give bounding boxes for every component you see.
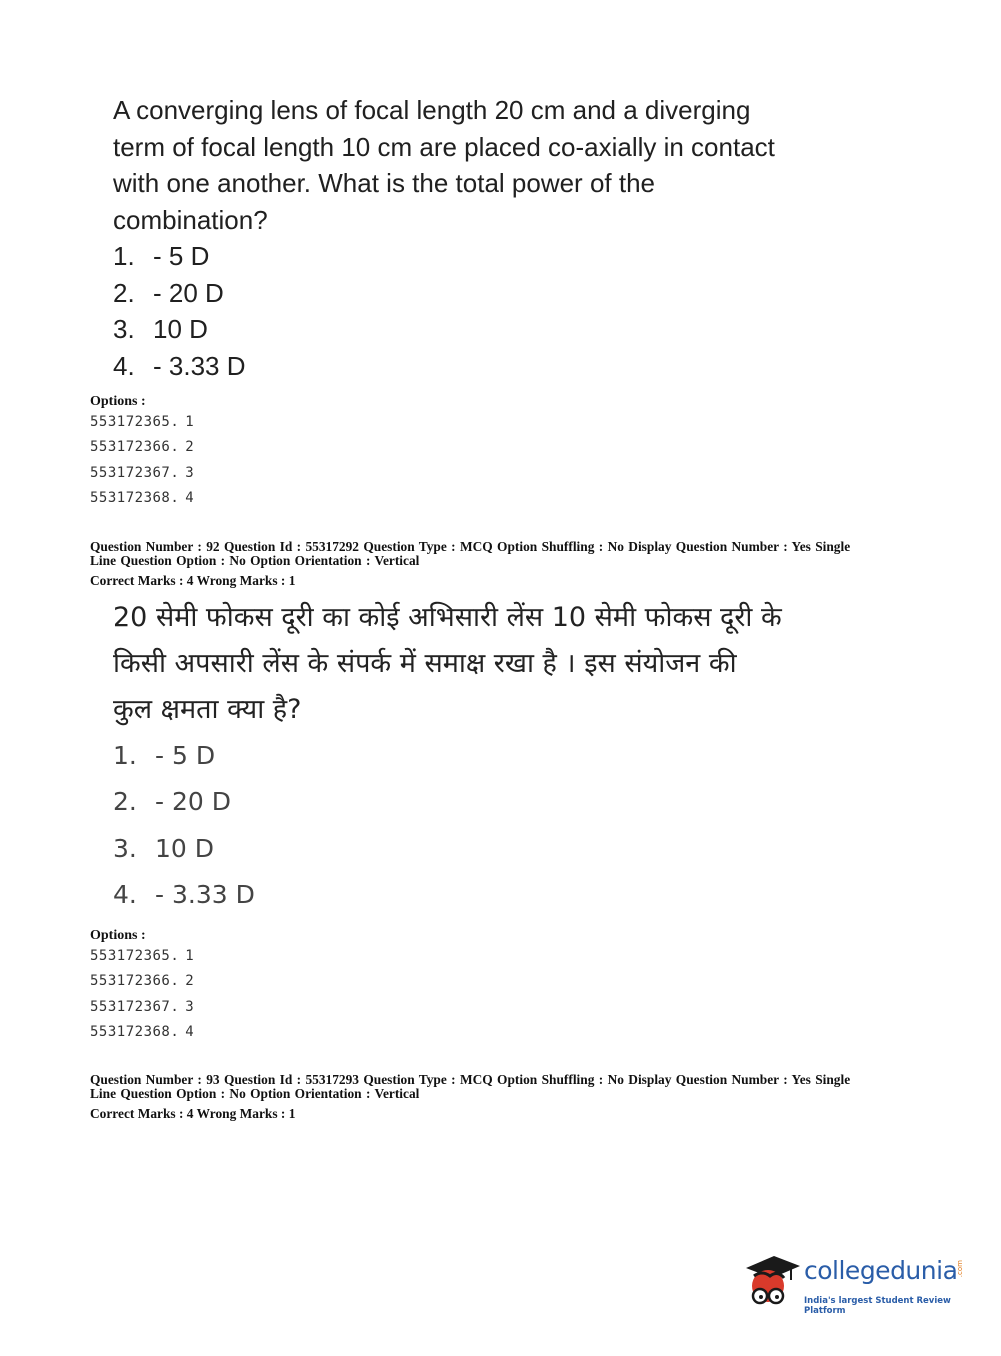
option-id: 553172365. bbox=[90, 414, 180, 430]
option-value: 3 bbox=[185, 998, 195, 1015]
option-value: 3 bbox=[185, 464, 195, 481]
choice-item bbox=[113, 311, 833, 348]
meta-line: Question Number : 92 Question Id : 55317292 Question Type : MCQ Option Shuffling : No Display Question Number : Yes Single bbox=[90, 539, 851, 554]
choice-number: 3. bbox=[113, 314, 135, 344]
stem-line: combination? bbox=[113, 204, 268, 235]
choice-item bbox=[113, 348, 833, 385]
option-value: 2 bbox=[185, 439, 195, 456]
question-meta bbox=[90, 540, 920, 588]
option-id: 553172365. bbox=[90, 948, 180, 964]
choice-number: 2. bbox=[113, 277, 135, 308]
choice-text: 10 D bbox=[155, 833, 215, 863]
mascot-with-graduation-cap-icon bbox=[740, 1250, 804, 1316]
meta-line: Line Question Option : No Option Orientation : Vertical bbox=[90, 1086, 420, 1101]
option-id: 553172367. bbox=[90, 998, 180, 1015]
choice-text: - 5 D bbox=[153, 241, 210, 271]
option-value: 1 bbox=[185, 948, 195, 964]
collegedunia-logo bbox=[740, 1250, 980, 1316]
option-value: 1 bbox=[185, 414, 195, 430]
choice-item bbox=[113, 238, 833, 275]
brand-tagline: India's largest Student Review Platform bbox=[804, 1296, 951, 1316]
stem-line: with one another. What is the total power of the bbox=[113, 168, 655, 198]
brand-name: collegedunia bbox=[804, 1256, 958, 1285]
choice-text: - 20 D bbox=[155, 787, 231, 817]
choice-number: 4. bbox=[113, 879, 137, 909]
option-id: 553172366. bbox=[90, 439, 180, 456]
option-value: 2 bbox=[185, 973, 195, 990]
option-row bbox=[90, 944, 194, 969]
question-hindi bbox=[113, 595, 833, 918]
choice-list bbox=[113, 238, 833, 384]
stem-line: 20 सेमी फोकस दूरी का कोई अभिसारी लेंस 10 सेमी फोकस दूरी के bbox=[113, 602, 782, 633]
option-id: 553172367. bbox=[90, 464, 180, 481]
marks-line: Correct Marks : 4 Wrong Marks : 1 bbox=[90, 1106, 296, 1121]
choice-text: 10 D bbox=[153, 314, 208, 344]
option-row bbox=[90, 410, 194, 435]
option-row bbox=[90, 486, 194, 511]
stem-line: कुल क्षमता क्या है? bbox=[113, 694, 302, 725]
choice-number: 3. bbox=[113, 833, 137, 863]
stem-line: term of focal length 10 cm are placed co-axially in contact bbox=[113, 131, 775, 162]
question-meta bbox=[90, 1073, 920, 1121]
choice-number: 4. bbox=[113, 350, 135, 381]
option-row bbox=[90, 995, 194, 1020]
meta-line: Question Number : 93 Question Id : 55317293 Question Type : MCQ Option Shuffling : No Display Question Number : Yes Single bbox=[90, 1072, 851, 1087]
choice-item bbox=[113, 275, 833, 312]
option-value: 4 bbox=[185, 489, 195, 506]
option-id: 553172368. bbox=[90, 489, 180, 506]
options-block bbox=[90, 928, 194, 1045]
stem-line: A converging lens of focal length 20 cm and a diverging bbox=[113, 95, 751, 125]
option-id: 553172366. bbox=[90, 973, 180, 990]
option-value: 4 bbox=[185, 1023, 195, 1040]
option-row bbox=[90, 461, 194, 486]
marks-line: Correct Marks : 4 Wrong Marks : 1 bbox=[90, 573, 296, 588]
choice-text: - 3.33 D bbox=[155, 879, 255, 909]
options-heading: Options : bbox=[90, 928, 146, 943]
option-row bbox=[90, 435, 194, 460]
choice-number: 2. bbox=[113, 787, 137, 817]
option-row bbox=[90, 969, 194, 994]
question-english bbox=[113, 92, 833, 384]
meta-line: Line Question Option : No Option Orientation : Vertical bbox=[90, 553, 420, 568]
choice-text: - 5 D bbox=[155, 741, 216, 770]
option-row bbox=[90, 1020, 194, 1045]
choice-number: 1. bbox=[113, 241, 135, 271]
choice-list bbox=[113, 733, 833, 918]
choice-text: - 20 D bbox=[153, 277, 224, 308]
question-stem bbox=[113, 92, 833, 238]
options-block bbox=[90, 394, 194, 511]
choice-number: 1. bbox=[113, 741, 137, 770]
options-heading: Options : bbox=[90, 394, 146, 409]
brand-domain: .com bbox=[956, 1260, 964, 1278]
stem-line: किसी अपसारी लेंस के संपर्क में समाक्ष रखा है । इस संयोजन की bbox=[113, 648, 737, 679]
choice-item bbox=[113, 826, 833, 872]
choice-item bbox=[113, 872, 833, 918]
choice-item bbox=[113, 779, 833, 825]
option-id: 553172368. bbox=[90, 1023, 180, 1040]
choice-item bbox=[113, 733, 833, 779]
choice-text: - 3.33 D bbox=[153, 350, 246, 381]
